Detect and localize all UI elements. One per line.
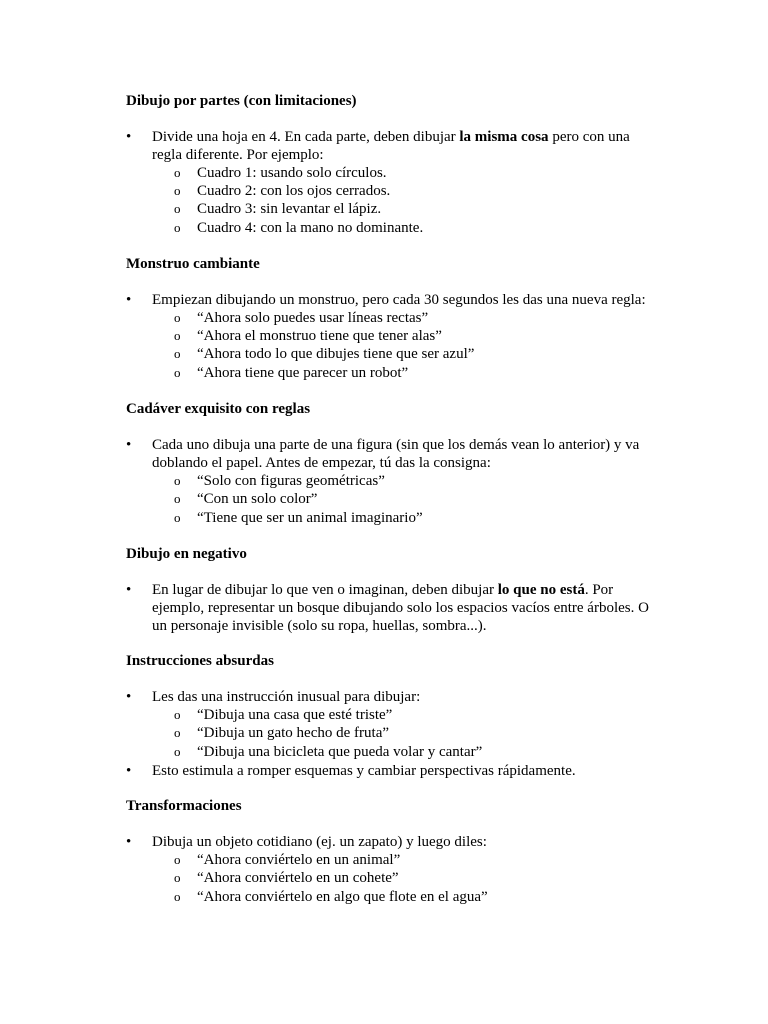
sub-item: “Dibuja una casa que esté triste” <box>197 707 393 723</box>
sub-item: Cuadro 1: usando solo círculos. <box>197 165 387 181</box>
sub-item: “Ahora conviértelo en algo que flote en el agua” <box>197 889 488 905</box>
sub-marker: o <box>174 473 181 488</box>
bullet-marker: • <box>126 292 132 308</box>
bullet-text <box>152 128 642 164</box>
sub-marker: o <box>174 310 181 325</box>
bullet-text: Esto estimula a romper esquemas y cambiar perspectivas rápidamente. <box>152 763 576 779</box>
sub-item: Cuadro 3: sin levantar el lápiz. <box>197 201 382 217</box>
sub-marker: o <box>174 744 181 759</box>
bullet-text: Cada uno dibuja una parte de una figura (sin que los demás vean lo anterior) y va doblando el papel. Antes de empezar, tú das la consigna: <box>152 437 640 471</box>
sub-marker: o <box>174 165 181 180</box>
section-heading: Cadáver exquisito con reglas <box>126 401 311 417</box>
bullet-text-part: Divide una hoja en 4. En cada parte, deben dibujar <box>152 129 460 145</box>
bullet-text-part: . Por ejemplo, representar un bosque dibujando solo los espacios vacíos entre árboles. O un personaje invisible (solo su ropa, huellas, sombra...). <box>152 582 649 634</box>
bullet-marker: • <box>126 763 132 779</box>
section-heading: Transformaciones <box>126 798 242 814</box>
sub-item: “Ahora solo puedes usar líneas rectas” <box>197 310 429 326</box>
bullet-text <box>152 581 657 635</box>
bullet-marker: • <box>126 129 132 145</box>
sub-item: “Tiene que ser un animal imaginario” <box>197 510 423 526</box>
bullet-text: Empiezan dibujando un monstruo, pero cada 30 segundos les das una nueva regla: <box>152 292 646 308</box>
bullet-marker: • <box>126 437 132 453</box>
sub-item: Cuadro 2: con los ojos cerrados. <box>197 183 391 199</box>
sub-marker: o <box>174 365 181 380</box>
sub-item: “Ahora el monstruo tiene que tener alas” <box>197 328 442 344</box>
sub-item: “Dibuja una bicicleta que pueda volar y cantar” <box>197 744 483 760</box>
sub-item: Cuadro 4: con la mano no dominante. <box>197 220 424 236</box>
bullet-marker: • <box>126 834 132 850</box>
bullet-text-bold: lo que no está <box>497 582 585 598</box>
sub-item: “Dibuja un gato hecho de fruta” <box>197 725 390 741</box>
sub-marker: o <box>174 328 181 343</box>
sub-marker: o <box>174 346 181 361</box>
bullet-text-bold: la misma cosa <box>459 129 549 145</box>
sub-marker: o <box>174 510 181 525</box>
sub-marker: o <box>174 707 181 722</box>
section-heading: Monstruo cambiante <box>126 256 260 272</box>
sub-marker: o <box>174 889 181 904</box>
sub-marker: o <box>174 201 181 216</box>
sub-marker: o <box>174 725 181 740</box>
sub-marker: o <box>174 852 181 867</box>
section-heading: Dibujo en negativo <box>126 546 247 562</box>
bullet-text: Les das una instrucción inusual para dibujar: <box>152 689 421 705</box>
sub-marker: o <box>174 220 181 235</box>
section-heading: Dibujo por partes (con limitaciones) <box>126 93 357 109</box>
bullet-marker: • <box>126 689 132 705</box>
bullet-text-part: pero con una regla diferente. Por ejemplo: <box>152 129 630 163</box>
bullet-marker: • <box>126 582 132 598</box>
sub-marker: o <box>174 183 181 198</box>
sub-item: “Ahora conviértelo en un cohete” <box>197 870 399 886</box>
bullet-text: Dibuja un objeto cotidiano (ej. un zapato) y luego diles: <box>152 834 487 850</box>
sub-item: “Con un solo color” <box>197 491 318 507</box>
sub-item: “Ahora tiene que parecer un robot” <box>197 365 409 381</box>
sub-marker: o <box>174 870 181 885</box>
sub-item: “Ahora todo lo que dibujes tiene que ser azul” <box>197 346 475 362</box>
sub-marker: o <box>174 491 181 506</box>
section-heading: Instrucciones absurdas <box>126 653 274 669</box>
sub-item: “Solo con figuras geométricas” <box>197 473 385 489</box>
bullet-text-part: En lugar de dibujar lo que ven o imaginan, deben dibujar <box>152 582 498 598</box>
sub-item: “Ahora conviértelo en un animal” <box>197 852 401 868</box>
